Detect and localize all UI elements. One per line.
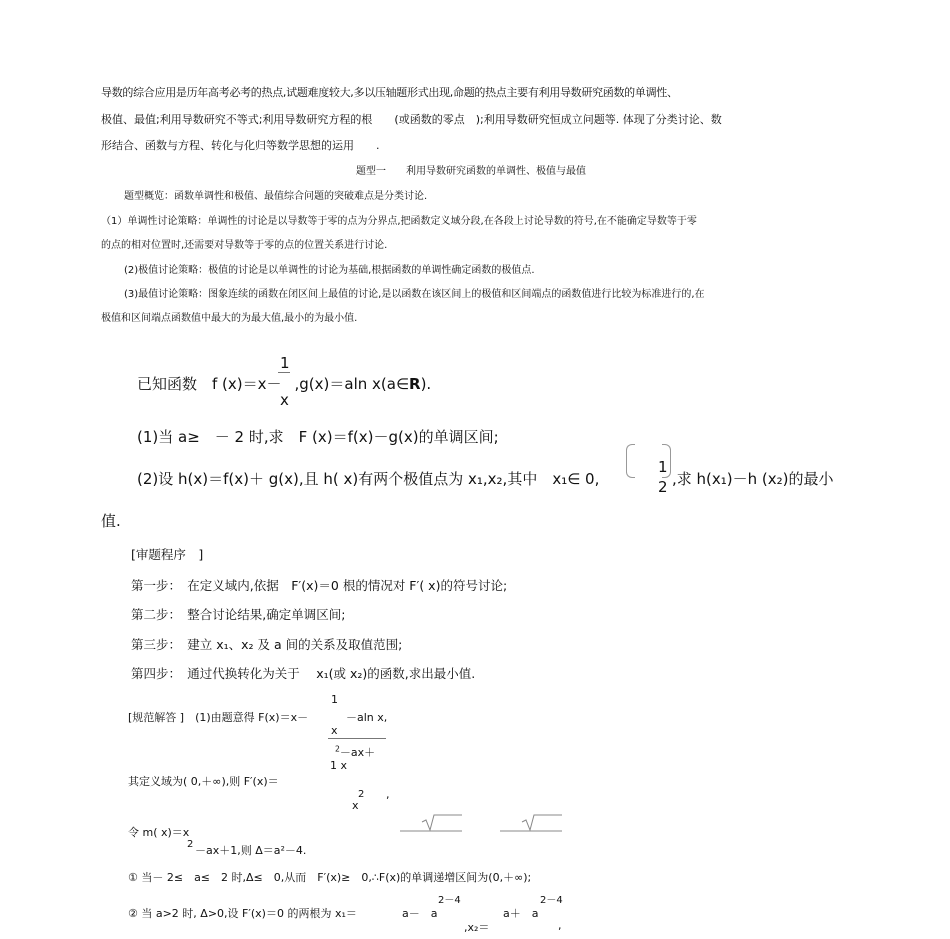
review-step-4: 第四步： 通过代换转化为关于 x₁(或 x₂)的函数,求出最小值.	[131, 666, 476, 681]
strategy-2: (2)极值讨论策略：极值的讨论是以单调性的讨论为基础,根据函数的单调性确定函数的极值点.	[124, 265, 535, 276]
strategy-1-line-2: 的点的相对位置时,还需要对导数等于零的点的位置关系进行讨论.	[101, 240, 388, 251]
stem-real-set: R	[409, 375, 421, 393]
section-title: 题型一 利用导数研究函数的单调性、极值与最值	[356, 166, 586, 177]
q2-fraction-numerator: 1	[658, 458, 668, 476]
strategy-1-line-1: （1）单调性讨论策略：单调性的讨论是以导数等于零的点为分界点,把函数定义域分段,在各段上讨论导数的符号,在不能确定导数等于零	[101, 216, 697, 227]
solution-m-power: 2	[187, 839, 194, 850]
review-step-2: 第二步： 整合讨论结果,确定单调区间;	[131, 607, 346, 622]
solution-x-square-power: 2	[358, 789, 365, 800]
review-step-3: 第三步： 建立 x₁、x₂ 及 a 间的关系及取值范围;	[131, 637, 403, 652]
sqrt-icon	[400, 814, 462, 832]
strategy-3-line-2: 极值和区间端点函数值中最大的为最大值,最小的为最小值.	[101, 313, 358, 324]
solution-fraction-1-tail: －aln x,	[346, 711, 388, 724]
solution-x-square: x	[352, 799, 359, 812]
question-2-part-c: 值.	[101, 512, 121, 530]
solution-m-definition: 令 m( x)＝x	[128, 826, 190, 839]
intro-line-1: 导数的综合应用是历年高考必考的热点,试题难度较大,多以压轴题形式出现,命题的热点主要有利用导数研究函数的单调性、	[101, 86, 678, 99]
fraction-2-numerator-text: －ax＋	[339, 746, 376, 759]
solution-fraction-1-numerator: 1	[331, 693, 338, 706]
solution-case-2: ② 当 a>2 时, Δ>0,设 F′(x)＝0 的两根为 x₁＝	[128, 907, 357, 920]
case-2-root-1-power: 2－4	[438, 895, 461, 906]
stem-prefix: 已知函数 f (x)＝x－	[137, 375, 282, 393]
solution-domain: 其定义域为( 0,＋∞),则 F′(x)＝	[128, 775, 279, 788]
intro-line-3: 形结合、函数与方程、转化与化归等数学思想的运用 .	[101, 139, 380, 152]
case-2-root-2-power: 2－4	[540, 895, 563, 906]
problem-fraction-numerator: 1	[280, 354, 290, 372]
case-2-end: ,	[558, 919, 562, 932]
q2-fraction-denominator: 2	[658, 478, 668, 496]
solution-comma: ,	[386, 788, 390, 801]
problem-fraction-denominator: x	[280, 391, 289, 409]
stem-end: ).	[420, 375, 432, 393]
case-2-x2-label: ,x₂＝	[464, 921, 490, 934]
solution-case-1: ① 当－ 2≤ a≤ 2 时,Δ≤ 0,从而 F′(x)≥ 0,∴F(x)的单调递增区间为(0,＋∞);	[128, 871, 532, 884]
stem-suffix: ,g(x)＝aln x(a∈	[294, 375, 410, 393]
question-2-part-b: ,求 h(x₁)－h (x₂)的最小	[672, 470, 834, 488]
section-overview: 题型概览：函数单调性和极值、最值综合问题的突破难点是分类讨论.	[124, 191, 428, 202]
case-2-root-2: a＋ a	[503, 907, 539, 920]
question-2-part-a: (2)设 h(x)＝f(x)＋ g(x),且 h( x)有两个极值点为 x₁,x₂,其中 x₁∈ 0,	[137, 470, 600, 488]
review-title: [审题程序 ]	[131, 547, 204, 562]
solution-label: [规范解答 ] (1)由题意得 F(x)＝x－	[128, 711, 309, 724]
question-1: (1)当 a≥ － 2 时,求 F (x)＝f(x)－g(x)的单调区间;	[137, 428, 499, 446]
interval-left-bracket	[626, 444, 635, 478]
review-step-1: 第一步： 在定义域内,依据 F′(x)＝0 根的情况对 F′( x)的符号讨论;	[131, 578, 508, 593]
radical-placeholder-2	[500, 814, 562, 832]
case-2-root-1: a－ a	[402, 907, 438, 920]
solution-fraction-2-bar	[328, 738, 386, 739]
solution-fraction-2-numerator	[335, 744, 375, 760]
solution-m-tail: －ax＋1,则 Δ＝a²－4.	[195, 844, 307, 857]
sqrt-icon	[500, 814, 562, 832]
radical-placeholder-1	[400, 814, 462, 832]
intro-line-2: 极值、最值;利用导数研究不等式;利用导数研究方程的根 (或函数的零点 );利用导数研究恒成立问题等. 体现了分类讨论、数	[101, 113, 722, 126]
strategy-3-line-1: (3)最值讨论策略：图象连续的函数在闭区间上最值的讨论,是以函数在该区间上的极值和区间端点的函数值进行比较为标准进行的,在	[124, 289, 705, 300]
solution-fraction-2-denominator-line: 1 x	[330, 759, 348, 772]
solution-fraction-1-denominator: x	[331, 724, 338, 737]
fraction-2-power: 2	[335, 744, 340, 754]
